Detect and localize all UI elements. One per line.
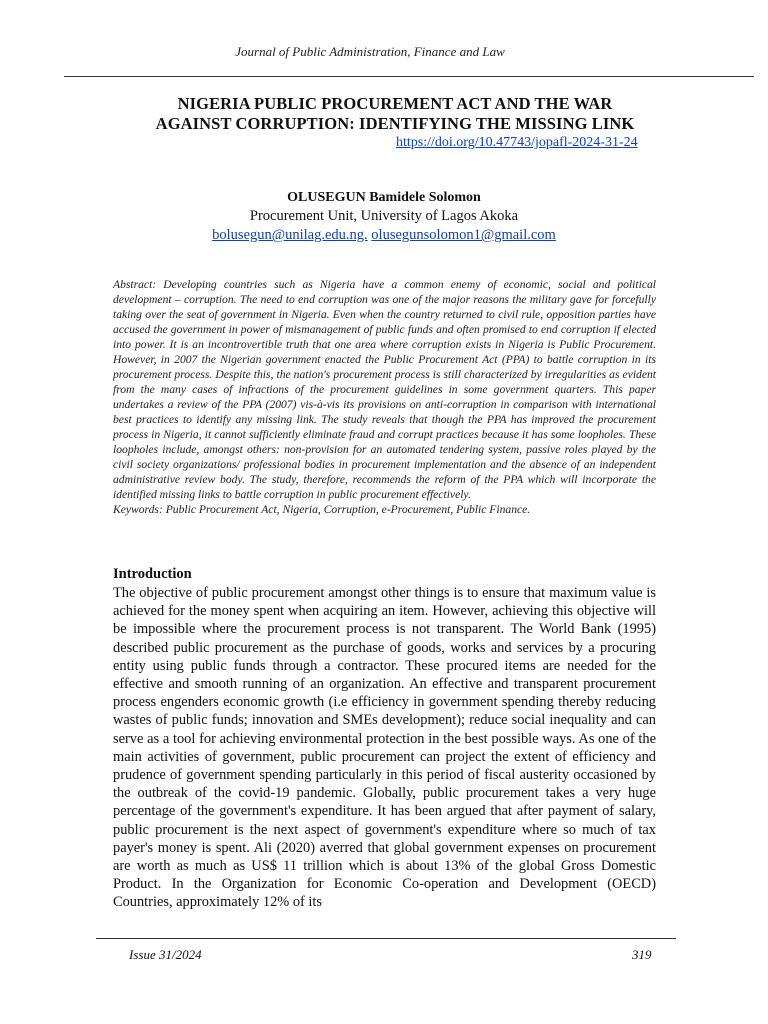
title-line-2: AGAINST CORRUPTION: IDENTIFYING THE MISSING LINK [155,114,635,133]
issue-label: Issue 31/2024 [129,947,202,962]
author-emails [0,226,768,245]
introduction-paragraph: The objective of public procurement amongst other things is to ensure that maximum value is achieved for the money spent when acquiring an item. However, achieving this objective will be impossible where the procurement process is not transparent. The World Bank (1995) described public procurement as the purchase of goods, works and services by a procuring entity using public funds through a contractor. These procured items are needed for the effective and smooth running of an organization. An effective and transparent procurement process engenders economic growth (i.e efficiency in government spending thereby reducing wastes of public funds; innovation and SMEs development); reduce social inequality and can serve as a tool for achieving environmental protection in the best possible ways. As one of the main activities of government, public procurement can project the extent of efficiency and prudence of government spending particularly in this period of fiscal austerity occasioned by the outbreak of the covid-19 pandemic. Globally, public procurement takes a very huge percentage of the government's expenditure. It has been argued that after payment of salary, public procurement is the next aspect of government's expenditure where so much of tax payer's money is spent. Ali (2020) averred that global government expenses on procurement are worth as much as US$ 11 trillion which is about 13% of the global Gross Domestic Product. In the Organization for Economic Co-operation and Development (OECD) Countries, approximately 12% of its [113,585,656,911]
page-number: 319 [632,947,652,962]
author-block [0,188,768,245]
footer-divider [96,938,676,939]
introduction-heading: Introduction [113,566,192,582]
doi-link[interactable]: https://doi.org/10.47743/jopafl-2024-31-24 [396,135,638,150]
abstract-text: Abstract: Developing countries such as Nigeria have a common enemy of economic, social and political development – corruption. The need to end corruption was one of the major reasons the military gave for forcefully taking over the seat of government in Nigeria. Even when the country returned to civil rule, opposition parties have accused the government in power of mismanagement of public funds and often promised to end corruption if elected into power. It is an incontrovertible truth that one area where corruption exists in Nigeria is Public Procurement. However, in 2007 the Nigerian government enacted the Public Procurement Act (PPA) to battle corruption in its procurement process. Despite this, the nation's procurement process is still characterized by irregularities as evident from the many cases of infractions of the procurement guidelines in some government quarters. This paper undertakes a review of the PPA (2007) vis-à-vis its provisions on anti-corruption in comparison with international best practices to identify any missing link. The study reveals that though the PPA has improved the procurement process in Nigeria, it cannot sufficiently eliminate fraud and corrupt practices because it has some loopholes. These loopholes include, amongst others: non-provision for an automated tendering system, passive roles played by the civil society organizations/ professional bodies in procurement implementation and the absence of an independent administrative review body. The study, therefore, recommends the reform of the PPA which will incorporate the identified missing links to battle corruption in public procurement effectively. [113,278,656,501]
introduction-section [113,584,656,912]
journal-header: Journal of Public Administration, Finance and Law [235,44,505,59]
keywords-line: Keywords: Public Procurement Act, Nigeria, Corruption, e-Procurement, Public Finance. [113,503,531,516]
author-name: OLUSEGUN Bamidele Solomon [287,190,481,205]
email-link-primary[interactable]: bolusegun@unilag.edu.ng. [212,227,368,243]
paper-title [100,94,690,134]
email-link-secondary[interactable]: olusegunsolomon1@gmail.com [371,227,556,243]
title-line-1: NIGERIA PUBLIC PROCUREMENT ACT AND THE WAR [177,94,613,113]
author-affiliation: Procurement Unit, University of Lagos Akoka [249,208,519,224]
abstract-section [113,277,656,517]
header-divider [64,76,754,77]
